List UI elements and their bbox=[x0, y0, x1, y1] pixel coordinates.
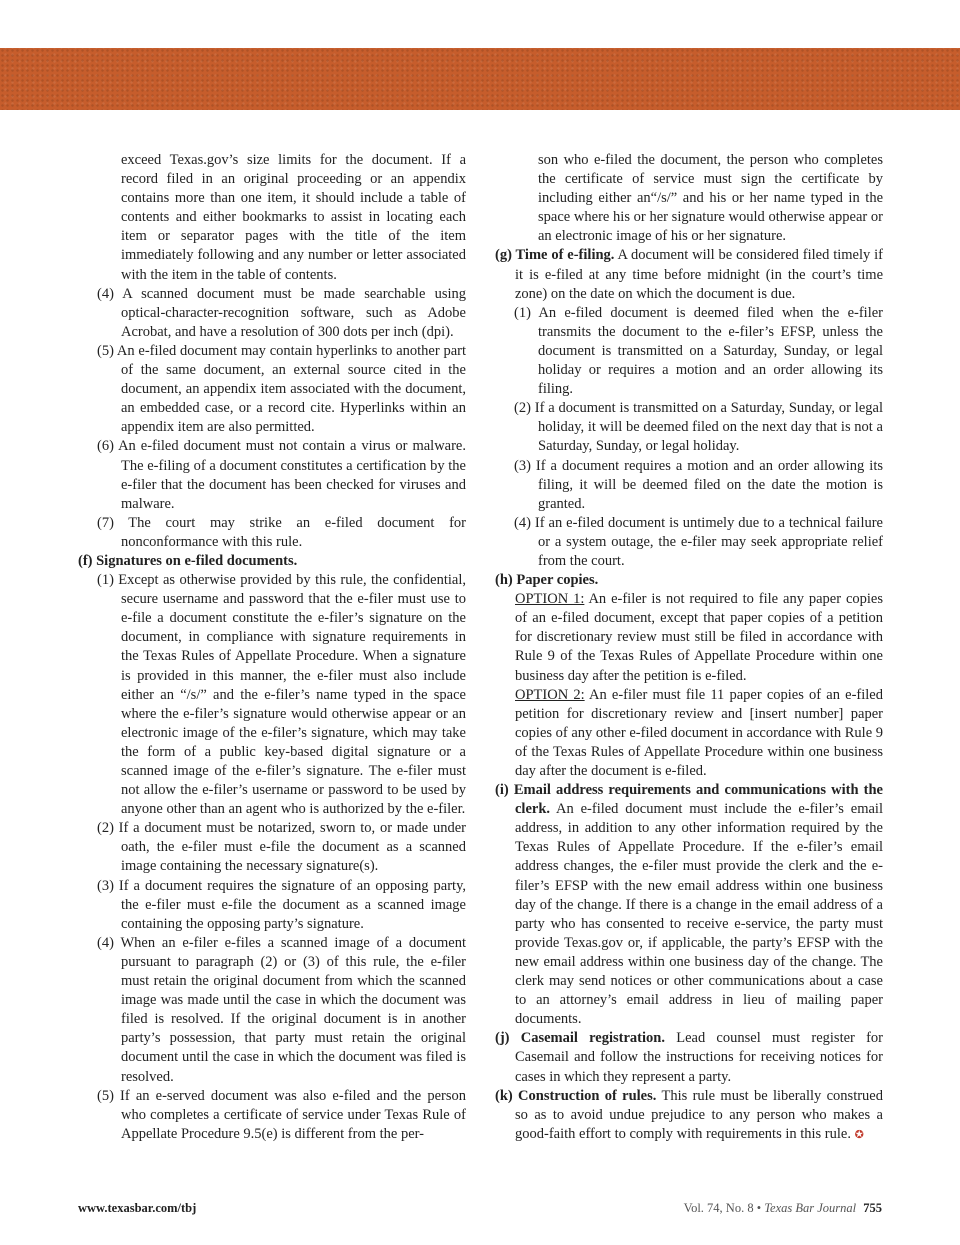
end-mark-icon: ✪ bbox=[854, 1128, 864, 1141]
item-g3: (3) If a document requires a motion and an order allowing its filing, it will be deemed filed on the date the motion is granted. bbox=[514, 457, 883, 512]
item-g1: (1) An e-filed document is deemed filed when the e-filer transmits the document to the e-filer’s EFSP, unless the document is transmitted on a Saturday, Sunday, or legal holiday or requires a motion and an order allowing its filing. bbox=[514, 304, 883, 398]
paragraph-f5-continuation: son who e-filed the document, the person who completes the certificate of service must sign the certificate by including either an“/s/” and his or her name typed in the space where his or her signature would otherwise appear or an electronic image of his or her signature. bbox=[538, 152, 883, 245]
footer-issue: Vol. 74, No. 8 bbox=[683, 1201, 754, 1215]
right-column bbox=[495, 151, 883, 1145]
item-g4: (4) If an e-filed document is untimely due to a technical failure or a system outage, the e-filer may seek appropriate relief from the court. bbox=[514, 514, 883, 569]
section-k bbox=[495, 1087, 883, 1145]
section-g bbox=[495, 246, 883, 303]
item-e6: (6) An e-filed document must not contain a virus or malware. The e-filing of a document constitutes a certification by the e-filer that the document has been checked for viruses and malware. bbox=[97, 438, 466, 512]
paragraph-e-continuation: exceed Texas.gov’s size limits for the document. If a record filed in an original proceeding or an appendix contains more than one item, it should include a table of contents and either bookmarks to assist in locating each item or separator pages with the title of the item immediately following and any number or letter associated with the item in the table of contents. bbox=[121, 152, 466, 283]
option-1-label: OPTION 1: bbox=[515, 591, 585, 608]
item-g2: (2) If a document is transmitted on a Saturday, Sunday, or legal holiday, it will be deemed filed on the next day that is not a Saturday, Sunday, or legal holiday. bbox=[514, 400, 883, 455]
item-f2: (2) If a document must be notarized, sworn to, or made under oath, the e-filer must e-file the document as a scanned image containing the necessary signature(s). bbox=[97, 820, 466, 875]
item-f5: (5) If an e-served document was also e-filed and the person who completes a certificate of service under Texas Rule of Appellate Procedure 9.5(e) is different from the per- bbox=[97, 1087, 466, 1142]
section-j-heading: (j) Casemail registration. bbox=[495, 1030, 665, 1047]
section-k-heading: (k) Construction of rules. bbox=[495, 1087, 657, 1104]
section-g-heading: (g) Time of e-filing. bbox=[495, 247, 615, 264]
item-e5: (5) An e-filed document may contain hyperlinks to another part of the same document, an external source cited in the document, an appendix item associated with the document, an embedded case, or a record cite. Hyperlinks within an appendix item are also permitted. bbox=[97, 342, 466, 436]
section-i-text: An e-filed document must include the e-filer’s email address, in addition to any other information required by the Texas Rules of Appellate Procedure. If the e-filer’s email address changes, the e-filer must provide the clerk and the e-filer’s EFSP with the new email address within one business day of the change. If there is a change in the email address of a party who has consented to receive e-service, the party must provide Texas.gov or, if applicable, the party’s EFSP with the new email address within one business day of the change. The clerk may send notices or other communications about a case to an attorney’s email address in lieu of mailing paper documents. bbox=[515, 801, 883, 1028]
section-k-text: This rule must be liberally construed so as to avoid undue prejudice to any person who makes a good-faith effort to comply with requirements in this rule. bbox=[515, 1087, 883, 1142]
section-f-heading: (f) Signatures on e-filed documents. bbox=[78, 552, 298, 569]
page-number: 755 bbox=[863, 1201, 882, 1215]
item-f3: (3) If a document requires the signature of an opposing party, the e-filer must e-file the document as a scanned image containing the opposing party’s signature. bbox=[97, 877, 466, 932]
section-j-text: Lead counsel must register for Casemail and follow the instructions for receiving notices for cases in which they represent a party. bbox=[515, 1030, 884, 1085]
footer-website: www.texasbar.com/tbj bbox=[78, 1201, 197, 1215]
section-j bbox=[495, 1029, 883, 1086]
section-h-heading: (h) Paper copies. bbox=[495, 572, 599, 589]
section-i-heading: (i) Email address requirements and communications with the clerk. bbox=[495, 782, 883, 818]
section-g-text: A document will be considered filed timely if it is e-filed at any time before midnight (in the court’s time zone) on the date on which the document is due. bbox=[515, 247, 883, 302]
option-2-text: An e-filer must file 11 paper copies of an e-filed petition for discretionary review and [insert number] paper copies of any other e-filed document in accordance with Rule 9 of the Texas Rules of Appellate Procedure within one business day after the document is e-filed. bbox=[515, 686, 884, 779]
footer-bullet: • bbox=[756, 1201, 762, 1215]
footer-journal-title: Texas Bar Journal bbox=[764, 1201, 857, 1215]
option-2-label: OPTION 2: bbox=[515, 686, 585, 703]
item-f1: (1) Except as otherwise provided by this rule, the confidential, secure username and password that the e-filer must use to e-file a document constitute the e-filer’s signature on the document, in compliance with signature requirements in the Texas Rules of Appellate Procedure. When a signature is provided in this manner, the e-filer must also include either an “/s/” and the e-filer’s name typed in the space where the e-filer’s signature would otherwise appear or an electronic image of the e-filer’s signature, which may take the form of a public key-based digital signature or a scanned image of the e-filer’s signature. The e-filer must not allow the e-filer’s username or password to be used by anyone other than an agent who is authorized by the e-filer. bbox=[97, 572, 466, 818]
option-1-text: An e-filer is not required to file any paper copies of an e-filed document, except that paper copies of a petition for discretionary review must still be filed in accordance with Rule 9 of the Texas Rules of Appellate Procedure within one business day after the petition is e-filed. bbox=[515, 591, 884, 684]
section-i bbox=[495, 781, 883, 1029]
item-e7: (7) The court may strike an e-filed document for nonconformance with this rule. bbox=[97, 514, 466, 550]
option-2 bbox=[495, 686, 883, 781]
item-f4: (4) When an e-filer e-files a scanned image of a document pursuant to paragraph (2) or (3) of this rule, the e-filer must retain the original document from which the scanned image was made until the case in which the document was filed is resolved. If the original document is in another party’s possession, that party must retain the original document until the case in which the document was filed is resolved. bbox=[97, 934, 466, 1085]
left-column bbox=[78, 151, 466, 1144]
option-1 bbox=[495, 590, 883, 685]
header-banner bbox=[0, 48, 960, 110]
item-e4: (4) A scanned document must be made searchable using optical-character-recognition software, such as Adobe Acrobat, and have a resolution of 300 dots per inch (dpi). bbox=[97, 285, 466, 340]
footer-issue-info bbox=[600, 1201, 882, 1216]
